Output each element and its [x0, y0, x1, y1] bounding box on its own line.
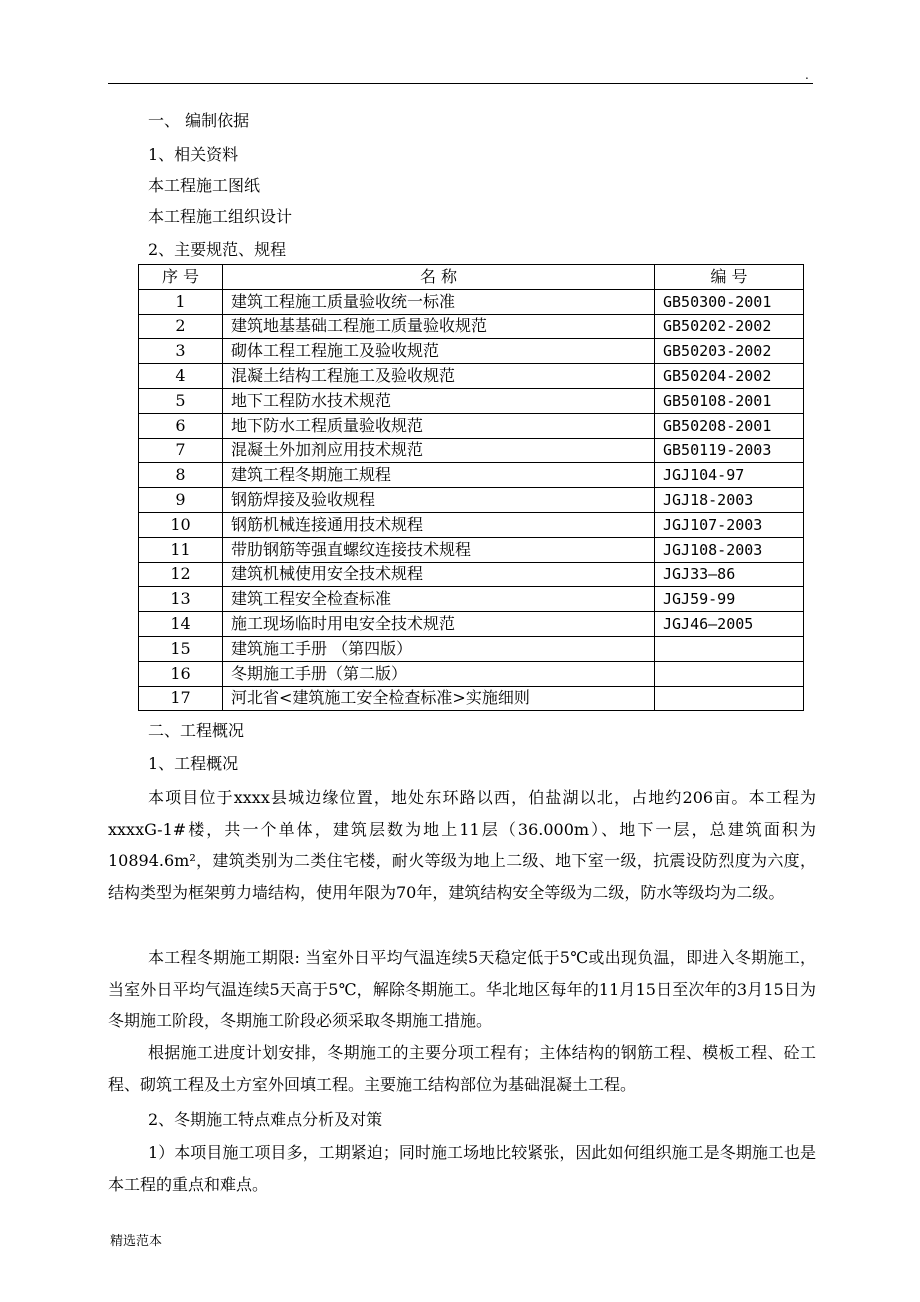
section2-sub1: 1、工程概况 [148, 754, 239, 773]
header-dot: . [805, 68, 809, 82]
table-row [139, 512, 804, 537]
table-row [139, 314, 804, 339]
row-number: 17 [139, 686, 223, 711]
row-number: 9 [139, 488, 223, 513]
standard-name: 地下防水工程质量验收规范 [223, 413, 655, 438]
standard-name: 建筑地基基础工程施工质量验收规范 [223, 314, 655, 339]
standard-name: 建筑工程施工质量验收统一标准 [223, 289, 655, 314]
section1-item-design: 本工程施工组织设计 [148, 207, 293, 226]
standard-name: 施工现场临时用电安全技术规范 [223, 612, 655, 637]
standard-name: 砌体工程工程施工及验收规范 [223, 339, 655, 364]
standard-code [655, 636, 804, 661]
table-row [139, 537, 804, 562]
row-number: 13 [139, 587, 223, 612]
standard-code: JGJ46—2005 [655, 612, 804, 637]
header-rule [108, 83, 813, 84]
row-number: 10 [139, 512, 223, 537]
standard-code: GB50204-2002 [655, 364, 804, 389]
section1-sub1: 1、相关资料 [148, 145, 239, 164]
header-no: 序 号 [139, 265, 223, 290]
row-number: 8 [139, 463, 223, 488]
row-number: 14 [139, 612, 223, 637]
section1-sub2: 2、主要规范、规程 [148, 240, 287, 259]
row-number: 6 [139, 413, 223, 438]
row-number: 12 [139, 562, 223, 587]
table-row [139, 562, 804, 587]
work-items-paragraph: 根据施工进度计划安排，冬期施工的主要分项工程有；主体结构的钢筋工程、模板工程、砼工程、砌筑工程及土方室外回填工程。主要施工结构部位为基础混凝土工程。 [108, 1043, 816, 1094]
table-row [139, 612, 804, 637]
table-row [139, 636, 804, 661]
row-number: 16 [139, 661, 223, 686]
table-row [139, 413, 804, 438]
standard-name: 建筑工程冬期施工规程 [223, 463, 655, 488]
section2-sub2: 2、冬期施工特点难点分析及对策 [148, 1110, 383, 1129]
standard-name: 建筑工程安全检查标准 [223, 587, 655, 612]
table-row [139, 686, 804, 711]
row-number: 3 [139, 339, 223, 364]
standard-code: JGJ104-97 [655, 463, 804, 488]
standard-code: JGJ59-99 [655, 587, 804, 612]
standard-code: JGJ33—86 [655, 562, 804, 587]
standard-name: 混凝土外加剂应用技术规范 [223, 438, 655, 463]
table-row [139, 388, 804, 413]
standard-code [655, 686, 804, 711]
standard-name: 河北省<建筑施工安全检查标准>实施细则 [223, 686, 655, 711]
section1-title: 一、 编制依据 [148, 111, 250, 130]
standard-code: JGJ18-2003 [655, 488, 804, 513]
header-code: 编 号 [655, 265, 804, 290]
table-row [139, 661, 804, 686]
standard-code: GB50108-2001 [655, 388, 804, 413]
row-number: 4 [139, 364, 223, 389]
standard-code: JGJ108-2003 [655, 537, 804, 562]
standard-code: GB50208-2001 [655, 413, 804, 438]
standard-name: 钢筋机械连接通用技术规程 [223, 512, 655, 537]
standard-code: GB50300-2001 [655, 289, 804, 314]
standard-code: GB50203-2002 [655, 339, 804, 364]
winter-period-paragraph: 本工程冬期施工期限: 当室外日平均气温连续5天稳定低于5℃或出现负温，即进入冬期施工，当室外日平均气温连续5天高于5℃，解除冬期施工。华北地区每年的11月15日至次年的3月15日为冬期施工阶段，冬期施工阶段必须采取冬期施工措施。 [108, 948, 816, 1030]
standard-code [655, 661, 804, 686]
standard-name: 建筑施工手册 （第四版） [223, 636, 655, 661]
table-row [139, 339, 804, 364]
table-row [139, 488, 804, 513]
standard-code: JGJ107-2003 [655, 512, 804, 537]
standard-code: GB50202-2002 [655, 314, 804, 339]
section1-item-drawings: 本工程施工图纸 [148, 176, 261, 195]
footer-text: 精选范本 [110, 1234, 163, 1249]
table-header-row [139, 265, 804, 290]
table-row [139, 438, 804, 463]
table-row [139, 364, 804, 389]
row-number: 11 [139, 537, 223, 562]
standard-name: 带肋钢筋等强直螺纹连接技术规程 [223, 537, 655, 562]
table-row [139, 463, 804, 488]
row-number: 1 [139, 289, 223, 314]
row-number: 5 [139, 388, 223, 413]
row-number: 7 [139, 438, 223, 463]
table-row [139, 587, 804, 612]
header-name: 名 称 [223, 265, 655, 290]
standard-name: 地下工程防水技术规范 [223, 388, 655, 413]
standard-name: 建筑机械使用安全技术规程 [223, 562, 655, 587]
standard-code: GB50119-2003 [655, 438, 804, 463]
standard-name: 混凝土结构工程施工及验收规范 [223, 364, 655, 389]
section2-title: 二、工程概况 [148, 721, 245, 740]
standard-name: 冬期施工手册（第二版） [223, 661, 655, 686]
row-number: 2 [139, 314, 223, 339]
table-row [139, 289, 804, 314]
difficulty-paragraph: 1）本项目施工项目多，工期紧迫；同时施工场地比较紧张，因此如何组织施工是冬期施工也是本工程的重点和难点。 [108, 1143, 816, 1194]
standard-name: 钢筋焊接及验收规程 [223, 488, 655, 513]
row-number: 15 [139, 636, 223, 661]
overview-paragraph: 本项目位于xxxx县城边缘位置，地处东环路以西，伯盐湖以北，占地约206亩。本工程为xxxxG-1#楼，共一个单体，建筑层数为地上11层（36.000m）、地下一层，总建筑面积为10894.6m²，建筑类别为二类住宅楼，耐火等级为地上二级、地下室一级，抗震设防烈度为六度，结构类型为框架剪力墙结构，使用年限为70年，建筑结构安全等级为二级，防水等级均为二级。 [108, 788, 816, 902]
norms-table [138, 264, 804, 711]
